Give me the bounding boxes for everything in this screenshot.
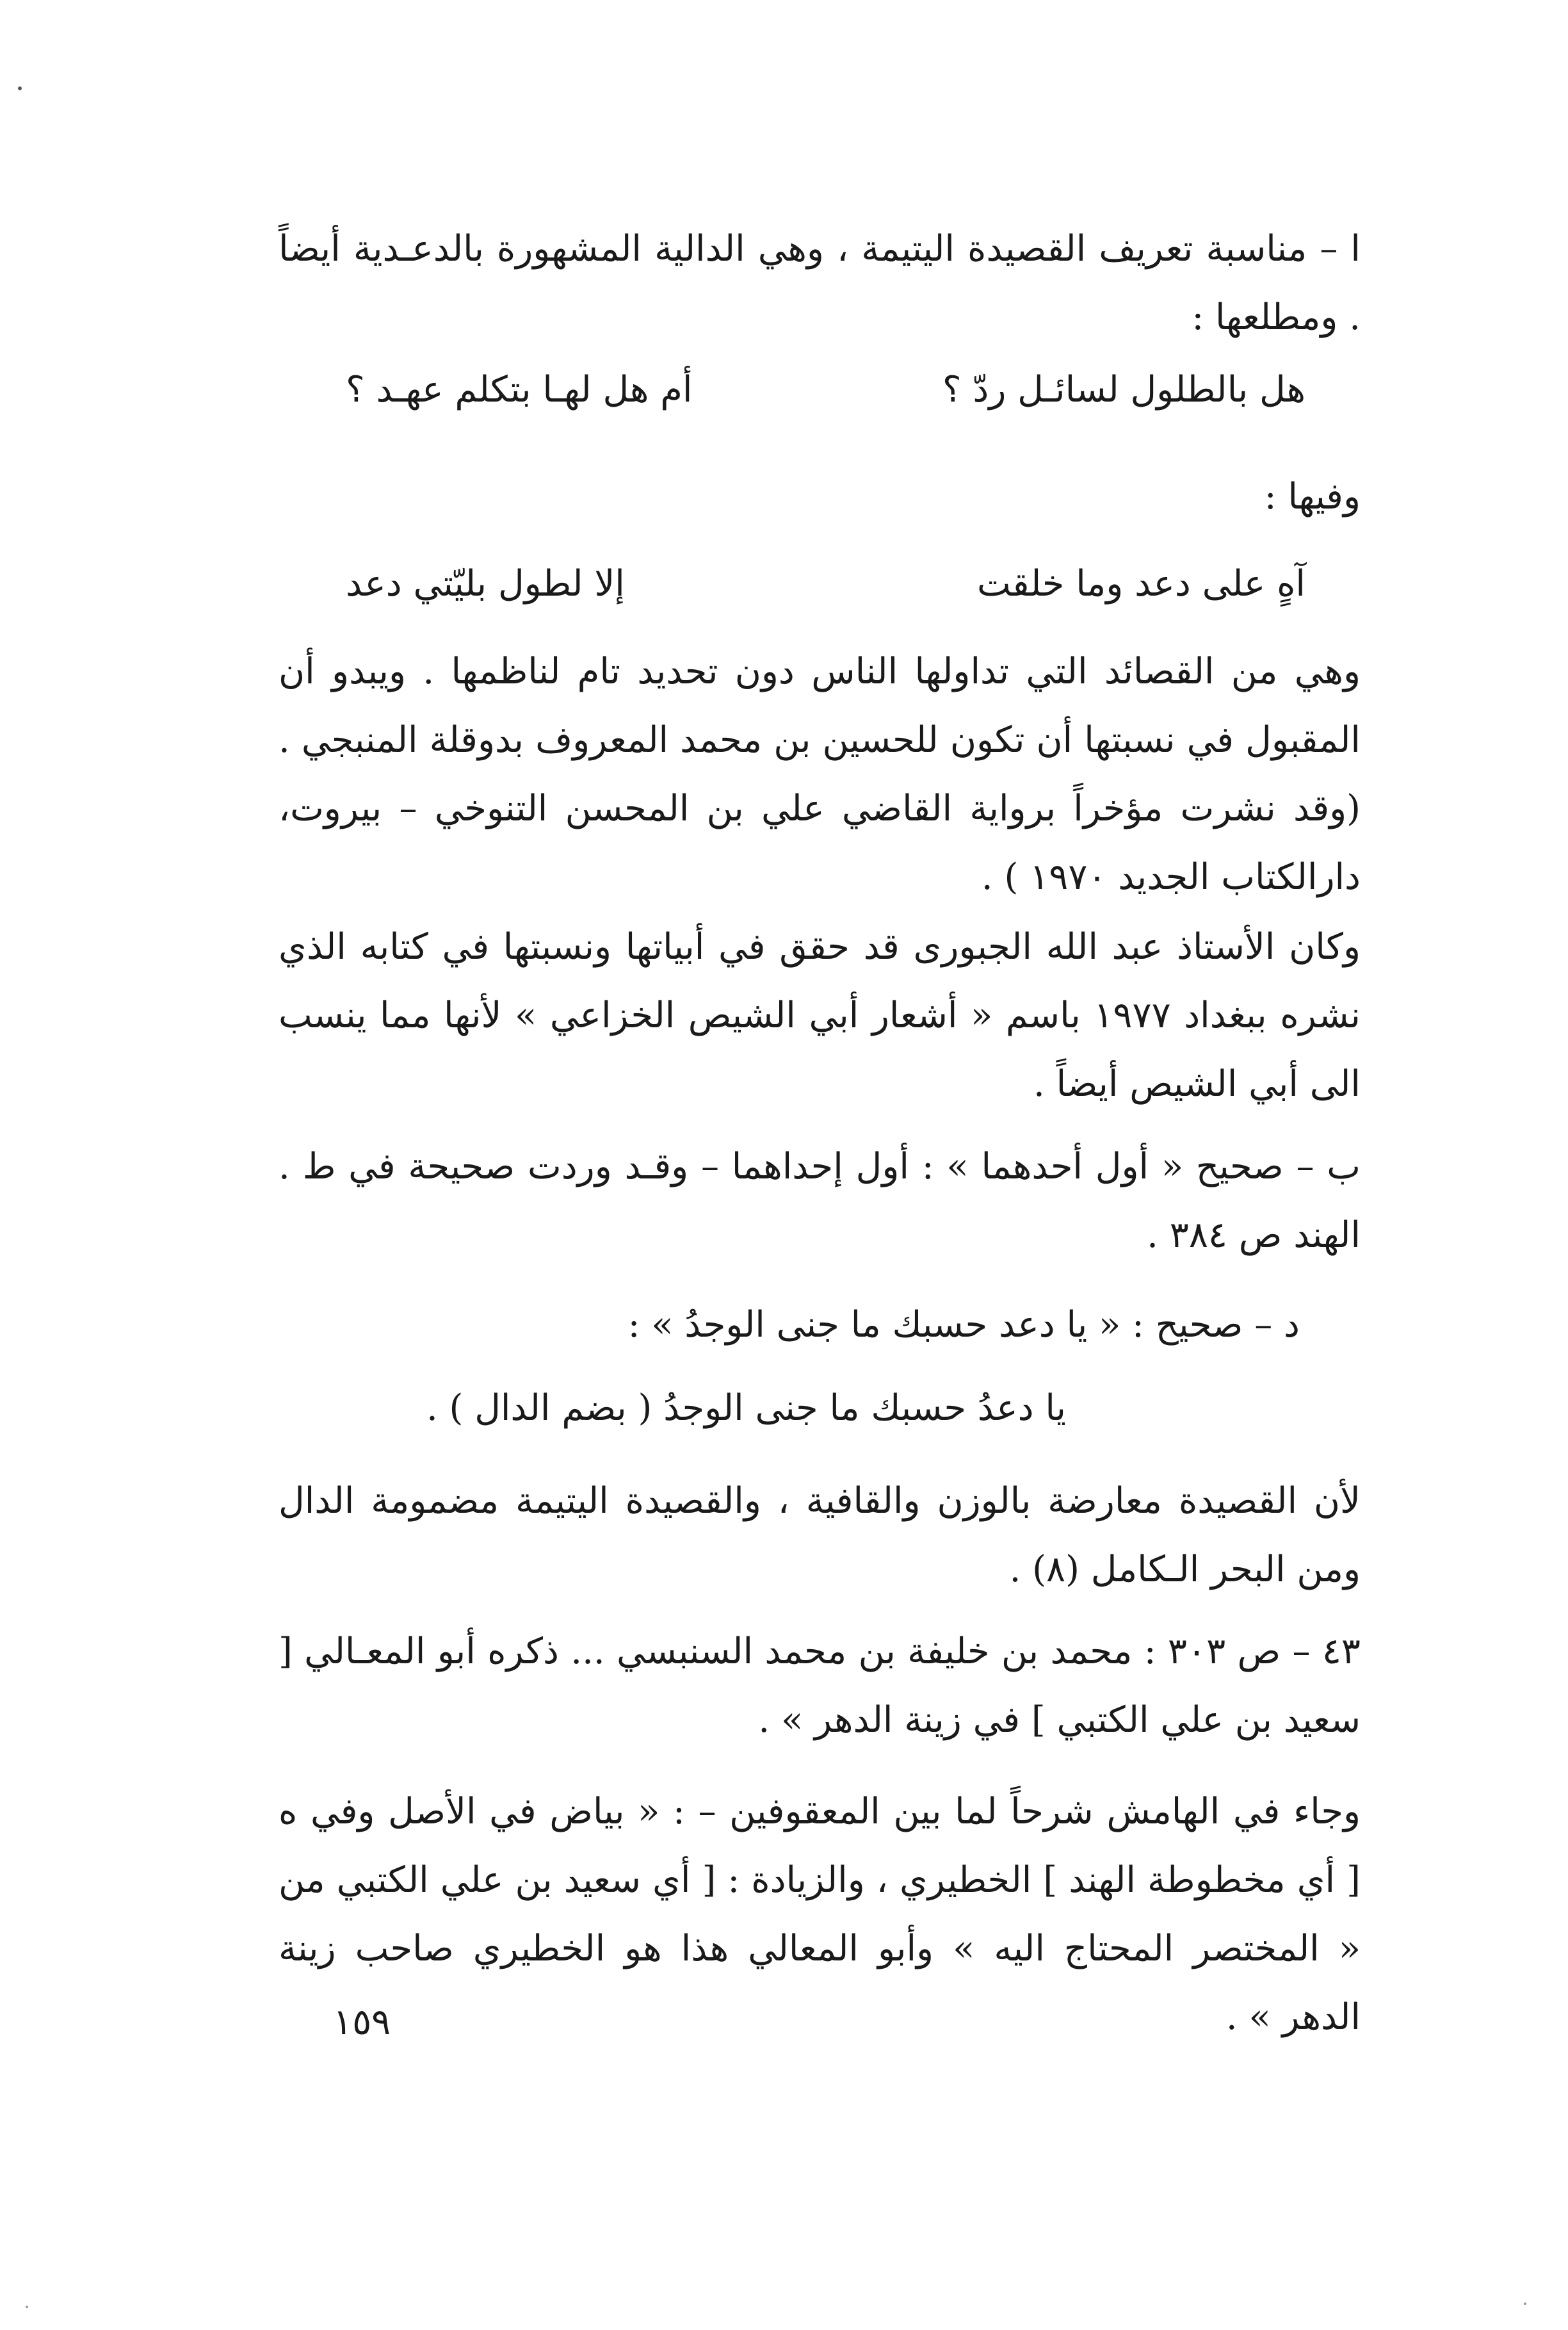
paragraph-9: ٤٣ – ص ٣٠٣ : محمد بن خليفة بن محمد السنبسي ... ذكره أبو المعـالي [ سعيد بن علي الكتبي ] في زينة الدهر » . bbox=[279, 1631, 1361, 1741]
verse-1-first-hemistich: هل بالطلول لسائـل ردّ ؟ bbox=[942, 369, 1305, 411]
verse-1 bbox=[0, 355, 1568, 424]
paragraph-6: د – صحيح : « يا دعد حسبك ما جنى الوجدُ » : bbox=[627, 1304, 1300, 1346]
verse-2 bbox=[0, 550, 1568, 618]
scan-speck bbox=[1524, 2302, 1526, 2305]
page-number: ١٥٩ bbox=[333, 2001, 391, 2043]
paragraph-3: وهي من القصائد التي تداولها الناس دون تحديد تام لناظمها . ويبدو أن المقبول في نسبتها أن تكون للحسين بن محمد المعروف بدوقلة المنبجي . (وقد نشرت مؤخراً برواية القاضي علي بن المحسن التنوخي – بيروت، دارالكتاب الجديد ١٩٧٠ ) . bbox=[279, 651, 1361, 898]
paragraph-7: يا دعدُ حسبك ما جنى الوجدُ ( بضم الدال ) . bbox=[426, 1387, 1066, 1429]
paragraph-10: وجاء في الهامش شرحاً لما بين المعقوفين – : « بياض في الأصل وفي ه [ أي مخطوطة الهند ] الخطيري ، والزيادة : [ أي سعيد بن علي الكتبي من « المختصر المحتاج اليه » وأبو المعالي هذا هو الخطيري صاحب زينة الدهر » . bbox=[279, 1791, 1361, 2038]
paragraph-4: وكان الأستاذ عبد الله الجبورى قد حقق في أبياتها ونسبتها في كتابه الذي نشره ببغداد ١٩٧٧ باسم « أشعار أبي الشيص الخزاعي » لأنها مما ينسب الى أبي الشيص أيضاً . bbox=[279, 926, 1361, 1105]
scan-speck bbox=[26, 2306, 28, 2308]
verse-1-second-hemistich: أم هل لهـا بتكلم عهـد ؟ bbox=[346, 369, 693, 411]
paragraph-2: وفيها : bbox=[1264, 476, 1361, 517]
paragraph-1: ا – مناسبة تعريف القصيدة اليتيمة ، وهي الدالية المشهورة بالدعـدية أيضاً . ومطلعها : bbox=[279, 228, 1361, 338]
verse-2-first-hemistich: آهٍ على دعد وما خلقت bbox=[976, 563, 1305, 605]
paragraph-5: ب – صحيح « أول أحدهما » : أول إحداهما – وقـد وردت صحيحة في ط . الهند ص ٣٨٤ . bbox=[279, 1146, 1361, 1256]
scan-speck bbox=[18, 86, 22, 90]
verse-2-second-hemistich: إلا لطول بليّتي دعد bbox=[346, 563, 625, 605]
paragraph-8: لأن القصيدة معارضة بالوزن والقافية ، والقصيدة اليتيمة مضمومة الدال ومن البحر الـكامل (٨) . bbox=[279, 1480, 1361, 1590]
